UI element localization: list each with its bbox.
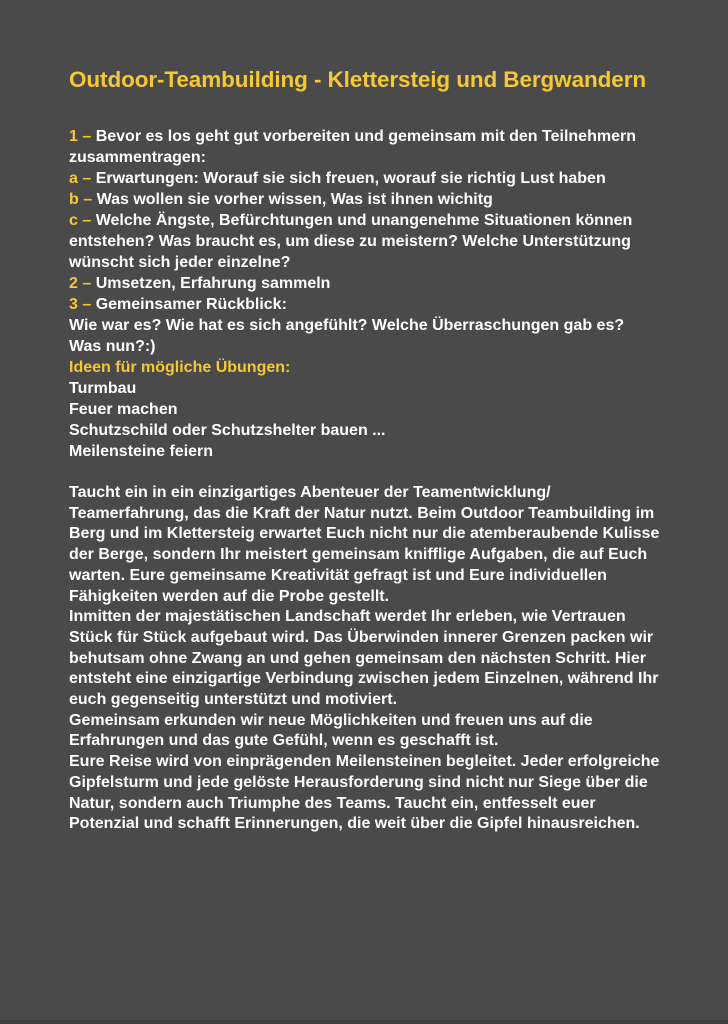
step-marker: 2 –	[69, 275, 92, 292]
paragraph: Taucht ein in ein einzigartiges Abenteuer der Teamentwicklung/ Teamerfahrung, das die Kraft der Natur nutzt. Beim Outdoor Teambuilding im Berg und im Klettersteig erwartet Euch nicht nur die atemberaubende Kulisse der Berge, sondern Ihr meistert gemeinsam knifflige Aufgaben, die auf Euch warten. Eure gemeinsame Kreativität gefragt ist und Eure individuellen Fähigkeiten werden auf die Probe gestellt.	[69, 484, 660, 605]
bottom-edge	[0, 1020, 728, 1024]
step-marker: b –	[69, 191, 93, 208]
step-text: Gemeinsamer Rückblick:	[95, 296, 287, 313]
paragraph: Eure Reise wird von einprägenden Meilensteinen begleitet. Jeder erfolgreiche Gipfelsturm und jede gelöste Herausforderung sind nicht nur Siege über die Natur, sondern auch Triumphe des Teams. Taucht ein, entfesselt euer Potenzial und schafft Erinnerungen, die weit über die Gipfel hinausreichen.	[69, 753, 660, 833]
step-marker: 1 –	[69, 128, 92, 145]
step-marker: c –	[69, 212, 92, 229]
idea-item: Meilensteine feiern	[69, 443, 214, 460]
review-question: Wie war es? Wie hat es sich angefühlt? Welche Überraschungen gab es?	[69, 317, 625, 334]
paragraph: Inmitten der majestätischen Landschaft werdet Ihr erleben, wie Vertrauen Stück für Stück aufgebaut wird. Das Überwinden innerer Grenzen packen wir behutsam ohne Zwang an und gehen gemeinsam den nächsten Schritt. Hier entsteht eine einzigartige Verbindung zwischen jedem Einzelnen, während Ihr euch gegenseitig unterstützt und motiviert.	[69, 608, 659, 709]
step-text: Bevor es los geht gut vorbereiten und gemeinsam mit den Teilnehmern zusammentragen:	[69, 128, 636, 166]
ideas-heading: Ideen für mögliche Übungen:	[69, 359, 291, 376]
step-text: Was wollen sie vorher wissen, Was ist ihnen wichitg	[96, 191, 493, 208]
idea-item: Schutzschild oder Schutzshelter bauen ...	[69, 422, 386, 439]
step-marker: 3 –	[69, 296, 92, 313]
step-item	[69, 294, 668, 315]
page-title: Outdoor-Teambuilding - Klettersteig und Bergwandern	[69, 67, 646, 92]
step-text: Umsetzen, Erfahrung sammeln	[95, 275, 331, 292]
step-item	[69, 189, 668, 210]
step-text: Welche Ängste, Befürchtungen und unangenehme Situationen können entstehen? Was braucht es, um diese zu meistern? Welche Unterstützung wünscht sich jeder einzelne?	[69, 212, 633, 271]
paragraph: Gemeinsam erkunden wir neue Möglichkeiten und freuen uns auf die Erfahrungen und das gute Gefühl, wenn es geschafft ist.	[69, 711, 593, 750]
step-item	[69, 168, 668, 189]
step-item	[69, 126, 668, 168]
idea-item: Turmbau	[69, 380, 137, 397]
steps-section	[69, 126, 668, 462]
description-section	[69, 483, 668, 835]
step-marker: a –	[69, 170, 92, 187]
step-text: Erwartungen: Worauf sie sich freuen, worauf sie richtig Lust haben	[95, 170, 606, 187]
review-question: Was nun?:)	[69, 338, 156, 355]
step-item	[69, 210, 668, 273]
idea-item: Feuer machen	[69, 401, 178, 418]
step-item	[69, 273, 668, 294]
